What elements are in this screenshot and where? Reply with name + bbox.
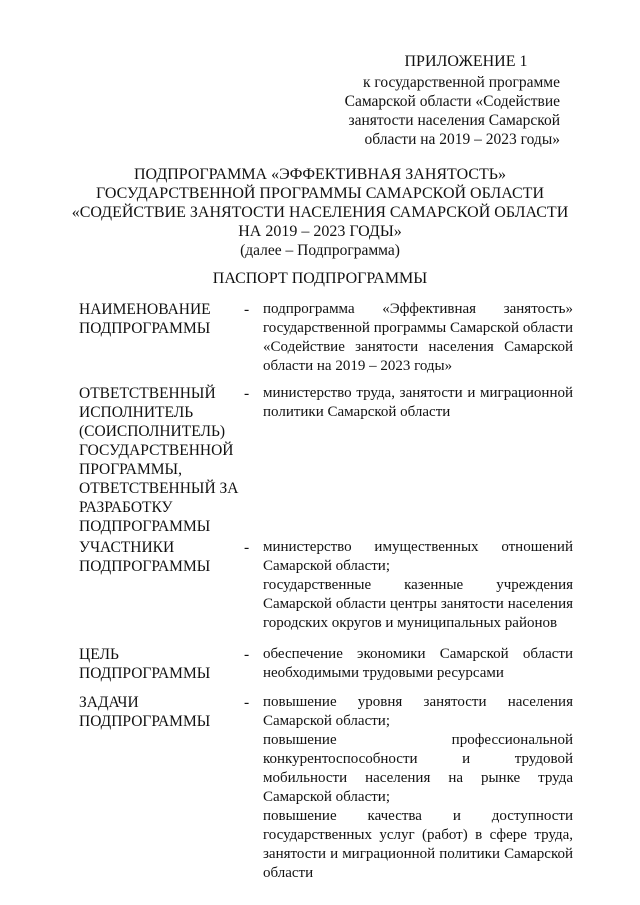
appendix-block [320,52,560,149]
row-label-line: ОТВЕТСТВЕННЫЙ ЗА [79,480,239,497]
row-label-line: ПРОГРАММЫ, [79,461,182,478]
heading-note: (далее – Подпрограмма) [240,242,400,259]
row-label-line: ПОДПРОГРАММЫ [79,518,211,535]
value-paragraph: повышение профессиональной конкурентоспособности и трудовой мобильности населения на рынке труда Самарской области; [263,732,573,805]
row-label-line: ОТВЕТСТВЕННЫЙ [79,385,216,402]
row-label-line: ПОДПРОГРАММЫ [79,713,211,730]
row-dash: - [244,539,250,556]
row-label-line: ГОСУДАРСТВЕННОЙ [79,442,234,459]
row-dash: - [244,301,250,318]
appendix-title: ПРИЛОЖЕНИЕ 1 [404,53,528,70]
row-label [79,645,239,683]
row-label-line: ЦЕЛЬ [79,646,119,663]
row-label [79,384,239,536]
heading-line: ГОСУДАРСТВЕННОЙ ПРОГРАММЫ САМАРСКОЙ ОБЛАСТИ [95,185,545,202]
row-label-line: ЗАДАЧИ [79,694,139,711]
row-label-line: ПОДПРОГРАММЫ [79,320,211,337]
value-paragraph: повышение качества и доступности государственных услуг (работ) в сфере труда, занятости и миграционной политики Самарской области [263,808,573,881]
row-label-line: РАЗРАБОТКУ [79,499,173,516]
row-label-line: ИСПОЛНИТЕЛЬ [79,404,194,421]
row-dash: - [244,694,250,711]
heading-line: НА 2019 – 2023 ГОДЫ» [238,223,402,240]
passport-title: ПАСПОРТ ПОДПРОГРАММЫ [212,270,428,287]
row-label [79,538,239,576]
subprogram-heading [60,165,580,260]
appendix-line: к государственной программе [362,74,560,91]
row-label-line: УЧАСТНИКИ [79,539,175,556]
row-label-line: ПОДПРОГРАММЫ [79,558,211,575]
appendix-line: занятости населения Самарской [348,112,560,129]
row-value: подпрограмма «Эффективная занятость» государственной программы Самарской области «Содействие занятости населения Самарской области на 2019 – 2023 годы» [263,301,573,374]
row-value [263,538,573,633]
appendix-line: Самарской области «Содействие [344,93,560,110]
value-paragraph: повышение уровня занятости населения Самарской области; [263,694,573,729]
row-label-line: НАИМЕНОВАНИЕ [79,301,211,318]
heading-line: ПОДПРОГРАММА «ЭФФЕКТИВНАЯ ЗАНЯТОСТЬ» [134,166,506,183]
row-value: министерство труда, занятости и миграционной политики Самарской области [263,385,573,420]
row-label-line: ПОДПРОГРАММЫ [79,665,211,682]
row-dash: - [244,385,250,402]
row-value [263,693,573,883]
heading-line: «СОДЕЙСТВИЕ ЗАНЯТОСТИ НАСЕЛЕНИЯ САМАРСКОЙ ОБЛАСТИ [71,204,569,221]
row-label [79,693,239,731]
row-dash: - [244,646,250,663]
value-paragraph: министерство имущественных отношений Самарской области; [263,539,573,574]
appendix-line: области на 2019 – 2023 годы» [364,131,560,148]
row-value: обеспечение экономики Самарской области необходимыми трудовыми ресурсами [263,646,573,681]
row-label-line: (СОИСПОЛНИТЕЛЬ) [79,423,226,440]
value-paragraph: государственные казенные учреждения Самарской области центры занятости населения городских округов и муниципальных районов [263,577,573,631]
row-label [79,300,239,338]
